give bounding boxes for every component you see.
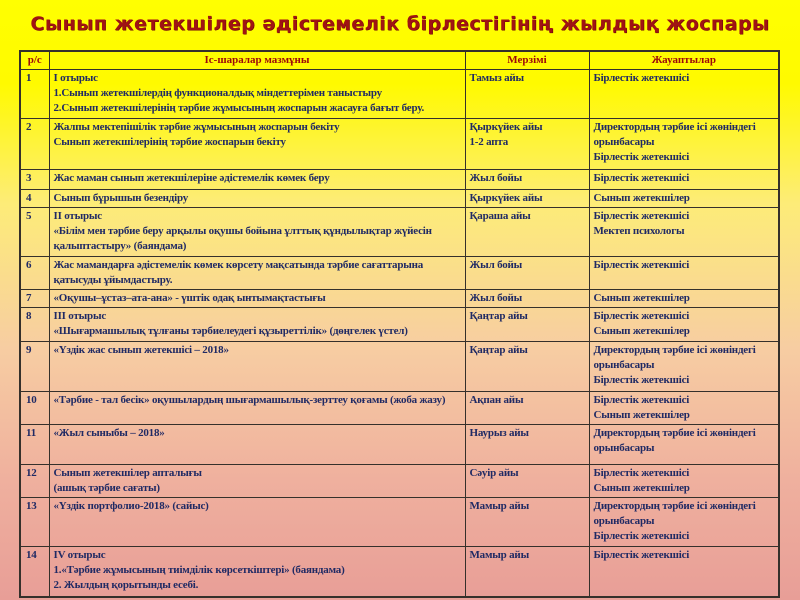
responsible-cell — [589, 169, 779, 189]
term-cell — [465, 391, 589, 424]
row-number-cell — [20, 341, 49, 391]
table-row — [20, 118, 779, 169]
table-row — [20, 341, 779, 391]
cell-line: Қыркүйек айы — [469, 191, 543, 204]
cell-line: Бірлестік жетекшісі — [593, 393, 690, 406]
term-cell — [465, 189, 589, 207]
cell-line: 2.Сынып жетекшілерінің тәрбие жұмысының жоспарын жасауға бағыт беру. — [53, 101, 424, 114]
cell-line: 1.«Тәрбие жұмысының тиімділік көрсеткіштері» (баяндама) — [53, 563, 345, 576]
table-header-row — [20, 51, 779, 69]
cell-line: Мамыр айы — [469, 499, 529, 512]
cell-line: 2. Жылдың қорытынды есебі. — [53, 578, 199, 591]
table-row — [20, 391, 779, 424]
cell-line: «Шығармашылық тұлғаны тәрбиелеудегі құзыреттілік» (дөңгелек үстел) — [53, 324, 408, 337]
row-number-cell — [20, 307, 49, 341]
cell-line: Директордың тәрбие ісі жөніндегі орынбасары — [593, 426, 756, 454]
cell-line: «Үздік портфолио-2018» (сайыс) — [53, 499, 209, 512]
row-number-cell — [20, 256, 49, 289]
content-cell — [49, 546, 465, 597]
cell-line: Сынып жетекшілер — [593, 481, 690, 494]
row-number-cell — [20, 189, 49, 207]
cell-line: Тамыз айы — [469, 71, 524, 84]
row-number-cell — [20, 497, 49, 546]
cell-line: IV отырыс — [53, 548, 106, 561]
content-cell — [49, 464, 465, 497]
cell-line: Сынып жетекшілерінің тәрбие жоспарын бекіту — [53, 135, 286, 148]
cell-line: 5 — [26, 209, 32, 222]
cell-line: Қыркүйек айы — [469, 120, 543, 133]
cell-line: 1.Сынып жетекшілердің функционалдық міндеттерімен таныстыру — [53, 86, 382, 99]
cell-line: Сынып жетекшілер — [593, 291, 690, 304]
page-title: Сынып жетекшілер әдістемелік бірлестігінің жылдық жоспары — [30, 13, 770, 35]
cell-line: Сынып жетекшілер — [593, 324, 690, 337]
cell-line: Жас мамандарға әдістемелік көмек көрсету мақсатында тәрбие сағаттарына қатысуды ұйымдастыру. — [53, 258, 424, 286]
cell-line: Бірлестік жетекшісі — [593, 529, 690, 542]
cell-line: «Үздік жас сынып жетекшісі – 2018» — [53, 343, 229, 356]
cell-line: Бірлестік жетекшісі — [593, 309, 690, 322]
cell-line: 12 — [26, 466, 37, 479]
term-cell — [465, 546, 589, 597]
cell-line: Сәуір айы — [469, 466, 519, 479]
responsible-cell — [589, 497, 779, 546]
cell-line: «Оқушы–ұстаз–ата-ана» - үштік одақ ынтымақтастығы — [53, 291, 326, 304]
content-cell — [49, 424, 465, 464]
content-cell — [49, 391, 465, 424]
table-row — [20, 169, 779, 189]
cell-line: Директордың тәрбие ісі жөніндегі орынбасары — [593, 343, 756, 371]
cell-line: Бірлестік жетекшісі — [593, 258, 690, 271]
cell-line: Сынып жетекшілер — [593, 408, 690, 421]
row-number-cell — [20, 546, 49, 597]
column-header-number: р/с — [20, 51, 49, 69]
table-row — [20, 289, 779, 307]
cell-line: Қараша айы — [469, 209, 531, 222]
cell-line: Директордың тәрбие ісі жөніндегі орынбасары — [593, 499, 756, 527]
cell-line: Сынып жетекшілер — [593, 191, 690, 204]
plan-table-body — [20, 69, 779, 597]
cell-line: Бірлестік жетекшісі — [593, 71, 690, 84]
responsible-cell — [589, 289, 779, 307]
column-header-term: Мерзімі — [465, 51, 589, 69]
cell-line: 6 — [26, 258, 32, 271]
content-cell — [49, 189, 465, 207]
cell-line: Наурыз айы — [469, 426, 529, 439]
cell-line: 8 — [26, 309, 32, 322]
cell-line: Ақпан айы — [469, 393, 524, 406]
column-header-responsible: Жауаптылар — [589, 51, 779, 69]
table-row — [20, 497, 779, 546]
cell-line: Сынып бұрышын безендіру — [53, 191, 189, 204]
cell-line: Бірлестік жетекшісі — [593, 466, 690, 479]
cell-line: Қаңтар айы — [469, 309, 528, 322]
cell-line: Жыл бойы — [469, 171, 523, 184]
table-row — [20, 69, 779, 118]
row-number-cell — [20, 464, 49, 497]
content-cell — [49, 289, 465, 307]
cell-line: (ашық тәрбие сағаты) — [53, 481, 160, 494]
responsible-cell — [589, 341, 779, 391]
term-cell — [465, 307, 589, 341]
cell-line: Директордың тәрбие ісі жөніндегі орынбасары — [593, 120, 756, 148]
cell-line: Жалпы мектепішілік тәрбие жұмысының жоспарын бекіту — [53, 120, 340, 133]
content-cell — [49, 256, 465, 289]
cell-line: 13 — [26, 499, 37, 512]
responsible-cell — [589, 69, 779, 118]
cell-line: Мамыр айы — [469, 548, 529, 561]
cell-line: Жыл бойы — [469, 291, 523, 304]
table-row — [20, 464, 779, 497]
responsible-cell — [589, 256, 779, 289]
row-number-cell — [20, 391, 49, 424]
responsible-cell — [589, 464, 779, 497]
cell-line: 3 — [26, 171, 32, 184]
term-cell — [465, 289, 589, 307]
term-cell — [465, 118, 589, 169]
term-cell — [465, 69, 589, 118]
cell-line: 14 — [26, 548, 37, 561]
cell-line: 1 — [26, 71, 32, 84]
table-row — [20, 189, 779, 207]
responsible-cell — [589, 189, 779, 207]
cell-line: Бірлестік жетекшісі — [593, 150, 690, 163]
cell-line: 2 — [26, 120, 32, 133]
cell-line: Сынып жетекшілер апталығы — [53, 466, 202, 479]
cell-line: Бірлестік жетекшісі — [593, 209, 690, 222]
responsible-cell — [589, 118, 779, 169]
term-cell — [465, 497, 589, 546]
content-cell — [49, 207, 465, 256]
table-row — [20, 256, 779, 289]
table-row — [20, 424, 779, 464]
term-cell — [465, 169, 589, 189]
cell-line: «Жыл сыныбы – 2018» — [53, 426, 165, 439]
responsible-cell — [589, 546, 779, 597]
cell-line: Жас маман сынып жетекшілеріне әдістемелік көмек беру — [53, 171, 330, 184]
cell-line: II отырыс — [53, 209, 102, 222]
cell-line: 10 — [26, 393, 37, 406]
table-row — [20, 546, 779, 597]
content-cell — [49, 69, 465, 118]
term-cell — [465, 424, 589, 464]
content-cell — [49, 341, 465, 391]
responsible-cell — [589, 391, 779, 424]
term-cell — [465, 341, 589, 391]
cell-line: Бірлестік жетекшісі — [593, 548, 690, 561]
responsible-cell — [589, 207, 779, 256]
yearly-plan-table — [19, 50, 780, 598]
cell-line: «Тәрбие - тал бесік» оқушылардың шығармашылық-зерттеу қоғамы (жоба жазу) — [53, 393, 446, 406]
row-number-cell — [20, 289, 49, 307]
cell-line: 1-2 апта — [469, 135, 509, 148]
cell-line: 11 — [26, 426, 36, 439]
column-header-activities: Іс-шаралар мазмұны — [49, 51, 465, 69]
responsible-cell — [589, 424, 779, 464]
term-cell — [465, 207, 589, 256]
content-cell — [49, 307, 465, 341]
responsible-cell — [589, 307, 779, 341]
table-row — [20, 207, 779, 256]
row-number-cell — [20, 207, 49, 256]
cell-line: Жыл бойы — [469, 258, 523, 271]
term-cell — [465, 464, 589, 497]
content-cell — [49, 118, 465, 169]
row-number-cell — [20, 424, 49, 464]
cell-line: 9 — [26, 343, 32, 356]
row-number-cell — [20, 69, 49, 118]
cell-line: 7 — [26, 291, 32, 304]
cell-line: «Білім мен тәрбие беру арқылы оқушы бойына ұлттық құндылықтар жүйесін қалыптастыру» (баяндама) — [53, 224, 432, 252]
cell-line: Қаңтар айы — [469, 343, 528, 356]
row-number-cell — [20, 118, 49, 169]
term-cell — [465, 256, 589, 289]
cell-line: III отырыс — [53, 309, 107, 322]
cell-line: 4 — [26, 191, 32, 204]
row-number-cell — [20, 169, 49, 189]
content-cell — [49, 169, 465, 189]
cell-line: I отырыс — [53, 71, 98, 84]
cell-line: Мектеп психологы — [593, 224, 685, 237]
cell-line: Бірлестік жетекшісі — [593, 373, 690, 386]
table-row — [20, 307, 779, 341]
content-cell — [49, 497, 465, 546]
cell-line: Бірлестік жетекшісі — [593, 171, 690, 184]
